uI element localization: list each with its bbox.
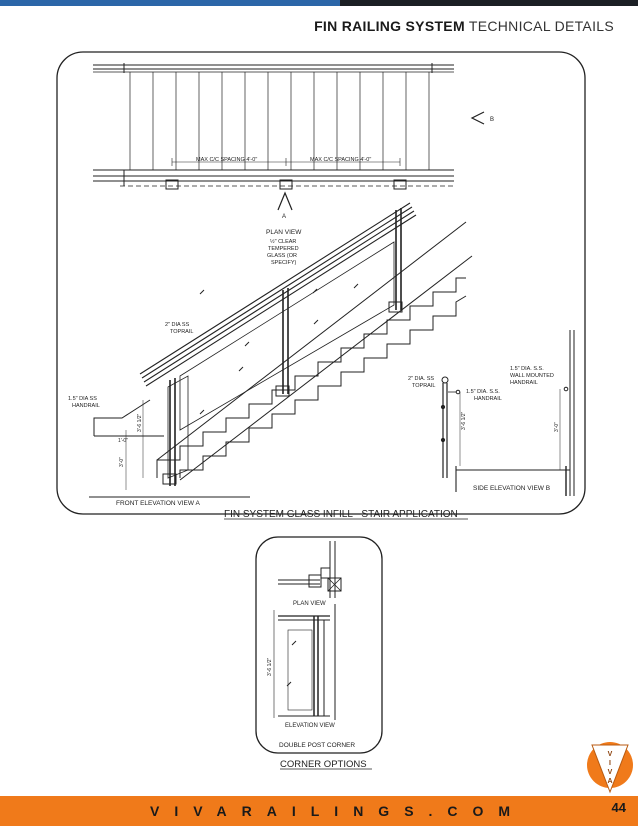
viva-logo bbox=[584, 736, 636, 798]
footer-url: VIVARAILINGS.COM bbox=[150, 803, 526, 819]
spacing-label-2: MAX C/C SPACING 4'-0" bbox=[310, 157, 372, 163]
logo-letter-4: A bbox=[607, 778, 613, 785]
logo-letter-3: V bbox=[607, 769, 613, 776]
corner-dim: 3'-6 1/2" bbox=[267, 657, 273, 676]
plan-view-label: PLAN VIEW bbox=[266, 229, 302, 236]
toprail-label-2: TOPRAIL bbox=[170, 329, 194, 335]
corner-elevation-drawing bbox=[274, 604, 335, 720]
double-post-label: DOUBLE POST CORNER bbox=[279, 742, 356, 749]
side-toprail-2: TOPRAIL bbox=[412, 383, 436, 389]
title-light: TECHNICAL DETAILS bbox=[468, 18, 614, 34]
corner-elevation-view-label: ELEVATION VIEW bbox=[285, 723, 335, 729]
wall-dim: 3'-0" bbox=[554, 422, 560, 432]
glass-note-4: SPECIFY) bbox=[271, 260, 297, 266]
side-toprail-1: 2" DIA. SS bbox=[408, 376, 435, 382]
dim-small: 1'-0" bbox=[118, 438, 128, 444]
glass-note-3: GLASS (OR bbox=[267, 253, 297, 259]
section-marker-a: A bbox=[282, 214, 287, 220]
side-elevation-label: SIDE ELEVATION VIEW B bbox=[473, 485, 551, 492]
dim-mid: 3'-6 1/2" bbox=[137, 413, 143, 432]
main-drawing-title: FIN SYSTEM GLASS INFILL - STAIR APPLICATION bbox=[224, 509, 458, 520]
title-bold: FIN RAILING SYSTEM bbox=[314, 18, 465, 34]
side-handrail-2: HANDRAIL bbox=[474, 396, 502, 402]
logo-letter-1: V bbox=[607, 751, 613, 758]
wall-handrail-2: WALL MOUNTED bbox=[510, 373, 554, 379]
page-number: 44 bbox=[611, 800, 626, 815]
logo-letter-2: I bbox=[609, 760, 611, 767]
corner-plan-drawing bbox=[278, 541, 341, 598]
corner-plan-view-label: PLAN VIEW bbox=[293, 601, 326, 607]
side-handrail-1: 1.5" DIA. S.S. bbox=[466, 389, 500, 395]
spacing-label-1: MAX C/C SPACING 4'-0" bbox=[196, 157, 258, 163]
wall-handrail-3: HANDRAIL bbox=[510, 380, 538, 386]
handrail-label-1: 1.5" DIA SS bbox=[68, 396, 97, 402]
glass-note-2: TEMPERED bbox=[268, 246, 299, 252]
corner-panel-frame bbox=[256, 537, 382, 753]
wall-handrail-1: 1.5" DIA. S.S. bbox=[510, 366, 544, 372]
side-dim: 3'-6 1/2" bbox=[461, 411, 467, 430]
main-panel-frame bbox=[57, 52, 585, 514]
handrail-label-2: HANDRAIL bbox=[72, 403, 100, 409]
toprail-label-1: 2" DIA SS bbox=[165, 322, 190, 328]
plan-view-drawing bbox=[93, 63, 484, 210]
glass-note-1: ½" CLEAR bbox=[270, 239, 297, 245]
section-marker-b: B bbox=[490, 117, 495, 123]
front-elevation-label: FRONT ELEVATION VIEW A bbox=[116, 500, 200, 507]
corner-options-title: CORNER OPTIONS bbox=[280, 759, 367, 770]
dim-left: 3'-0" bbox=[119, 457, 125, 467]
